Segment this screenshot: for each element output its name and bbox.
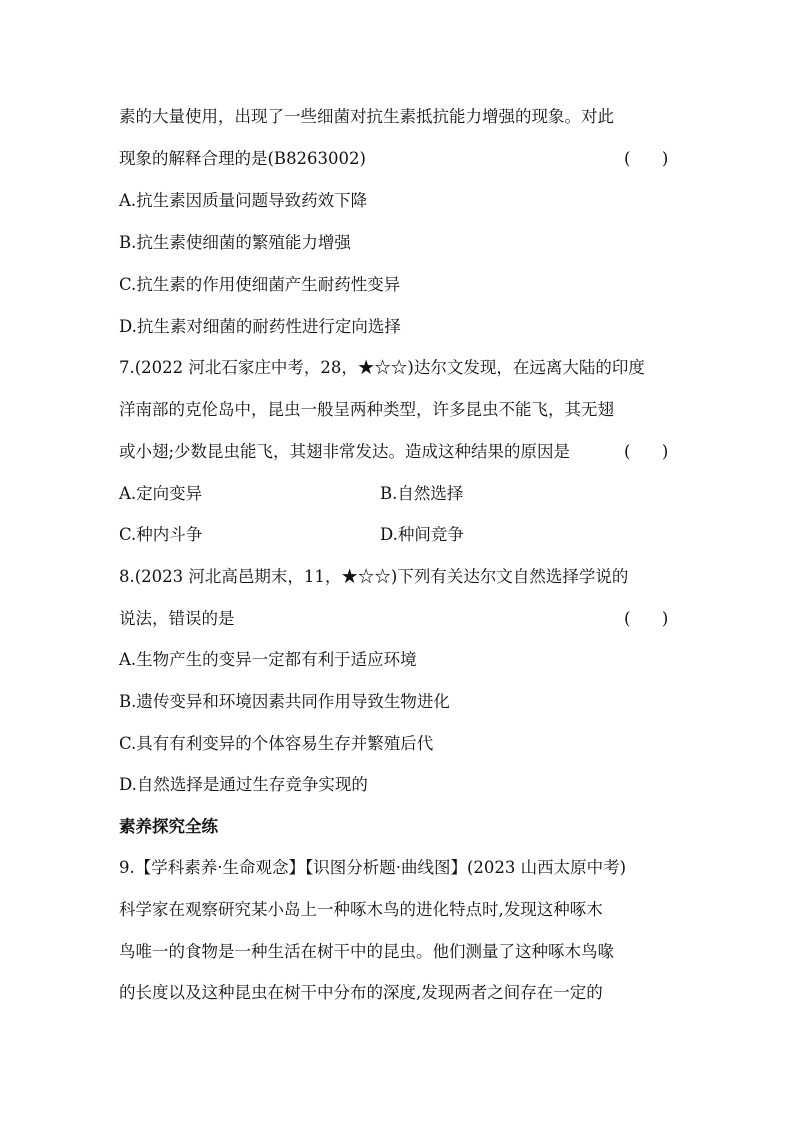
option-c: C.种内斗争 bbox=[119, 525, 203, 544]
question-7-line: 洋南部的克伦岛中，昆虫一般呈两种类型，许多昆虫不能飞，其无翅 bbox=[119, 400, 614, 419]
option-d: D.自然选择是通过生存竞争实现的 bbox=[119, 775, 368, 794]
question-9-line: 科学家在观察研究某小岛上一种啄木鸟的进化特点时,发现这种啄木 bbox=[119, 900, 603, 919]
question-9-line: 的长度以及这种昆虫在树干中分布的深度,发现两者之间存在一定的 bbox=[119, 983, 603, 1002]
option-b: B.遗传变异和环境因素共同作用导致生物进化 bbox=[119, 692, 450, 711]
question-8-line: 说法，错误的是 bbox=[119, 609, 235, 628]
option-d: D.抗生素对细菌的耐药性进行定向选择 bbox=[119, 317, 401, 336]
option-b: B.抗生素使细菌的繁殖能力增强 bbox=[119, 233, 351, 252]
option-b: B.自然选择 bbox=[380, 484, 464, 503]
question-7-line: 或小翅;少数昆虫能飞，其翅非常发达。造成这种结果的原因是 bbox=[119, 442, 571, 461]
text-line: 现象的解释合理的是(B8263002) bbox=[119, 149, 366, 168]
answer-blank: ( ) bbox=[624, 149, 669, 168]
option-a: A.定向变异 bbox=[119, 484, 203, 503]
answer-blank: ( ) bbox=[624, 609, 669, 628]
option-d: D.种间竞争 bbox=[380, 525, 464, 544]
option-a: A.抗生素因质量问题导致药效下降 bbox=[119, 191, 368, 210]
option-a: A.生物产生的变异一定都有利于适应环境 bbox=[119, 650, 417, 669]
text-line: 素的大量使用，出现了一些细菌对抗生素抵抗能力增强的现象。对此 bbox=[119, 107, 614, 126]
question-8-line: 8.(2023 河北高邑期末，11，★☆☆)下列有关达尔文自然选择学说的 bbox=[119, 567, 629, 586]
question-7-line: 7.(2022 河北石家庄中考，28，★☆☆)达尔文发现，在远离大陆的印度 bbox=[119, 358, 645, 377]
question-9-line: 9.【学科素养·生命观念】【识图分析题·曲线图】(2023 山西太原中考) bbox=[119, 858, 627, 877]
question-9-line: 鸟唯一的食物是一种生活在树干中的昆虫。他们测量了这种啄木鸟喙 bbox=[119, 942, 614, 961]
section-heading: 素养探究全练 bbox=[119, 817, 218, 836]
option-c: C.抗生素的作用使细菌产生耐药性变异 bbox=[119, 275, 401, 294]
option-c: C.具有有利变异的个体容易生存并繁殖后代 bbox=[119, 734, 434, 753]
answer-blank: ( ) bbox=[624, 442, 669, 461]
